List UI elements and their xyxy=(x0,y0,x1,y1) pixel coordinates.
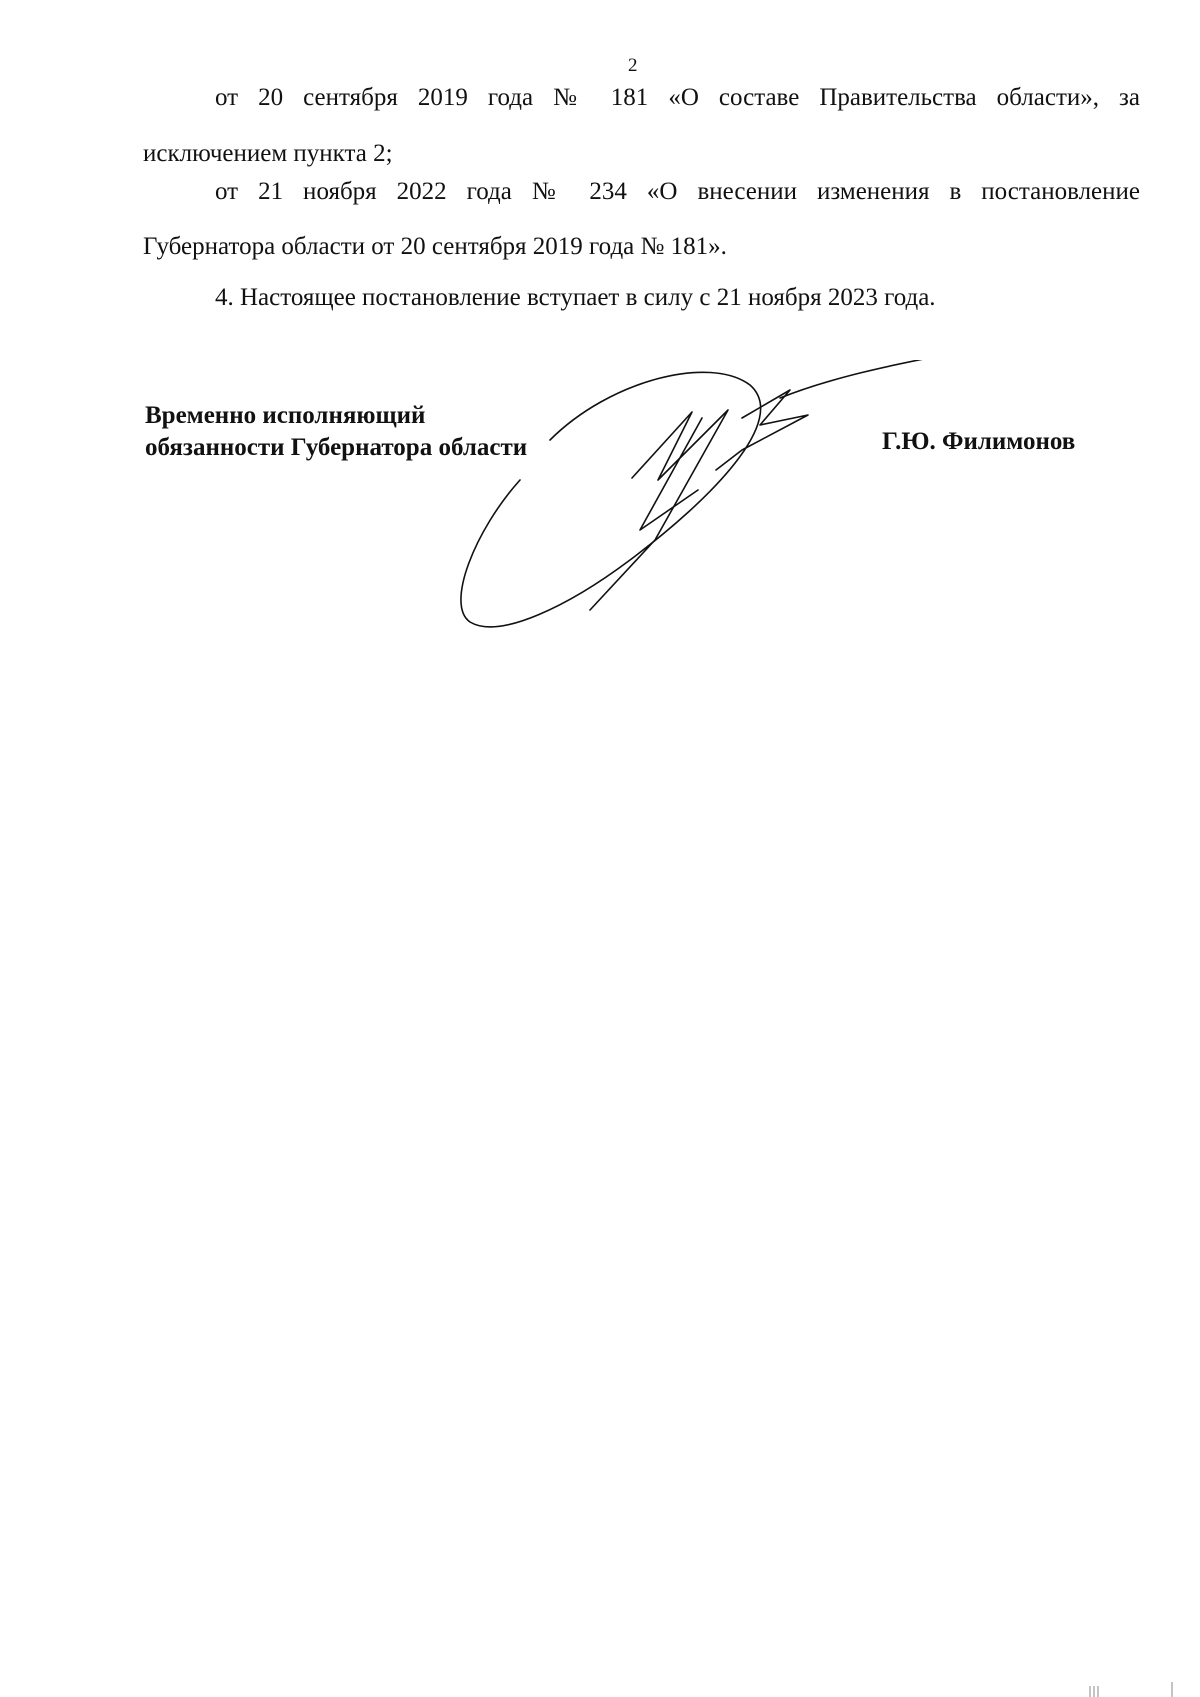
signature-flourish-stroke xyxy=(716,390,808,470)
signature-tail-stroke xyxy=(780,360,960,398)
paragraph-1-line-1: от 20 сентября 2019 года № 181 «О составе Правительства области», за xyxy=(215,84,1140,111)
signature-zigzag-stroke xyxy=(590,410,728,610)
scan-edge-marks xyxy=(1070,1680,1180,1697)
paragraph-3-effective-date: 4. Настоящее постановление вступает в силу с 21 ноября 2023 года. xyxy=(215,284,936,311)
signatory-name: Г.Ю. Филимонов xyxy=(882,428,1076,455)
signatory-position-line-1: Временно исполняющий xyxy=(145,402,426,429)
signatory-position-line-2: обязанности Губернатора области xyxy=(145,434,528,461)
handwritten-signature xyxy=(460,360,980,650)
paragraph-2-line-2: Губернатора области от 20 сентября 2019 года № 181». xyxy=(143,233,727,260)
paragraph-1-line-2: исключением пункта 2; xyxy=(143,140,393,167)
paragraph-2-line-1: от 21 ноября 2022 года № 234 «О внесении изменения в постановление xyxy=(215,178,1140,205)
page-number: 2 xyxy=(628,55,638,76)
